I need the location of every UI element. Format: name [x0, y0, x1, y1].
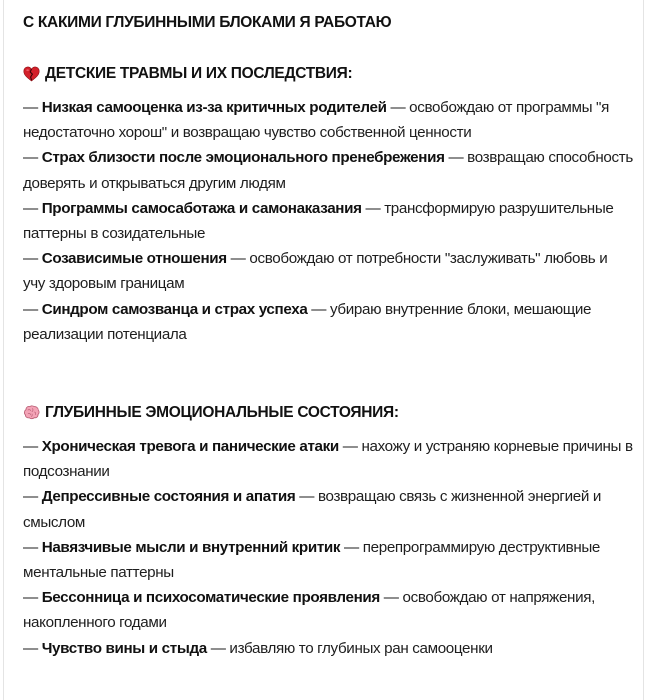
item-description: — трансформирую разрушительные паттерны в созидательные	[23, 199, 614, 243]
dash: —	[23, 538, 42, 556]
page-title: С КАКИМИ ГЛУБИННЫМИ БЛОКАМИ Я РАБОТАЮ	[23, 14, 392, 31]
section-heading	[23, 63, 633, 85]
dash: —	[23, 488, 42, 506]
item-description: — освобождаю от потребности "заслуживать" любовь и учу здоровым границам	[23, 250, 608, 293]
item-description: — возвращаю связь с жизненной энергией и смыслом	[23, 488, 601, 531]
item-title: Хроническая тревога и панические атаки	[41, 438, 339, 456]
dash: —	[23, 589, 42, 607]
item-description: — избавляю то глубиных ран самооценки	[206, 639, 493, 657]
item-title: Бессонница и психосоматические проявления	[41, 589, 380, 607]
item-title: Навязчивые мысли и внутренний критик	[41, 538, 341, 556]
item-description: — освобождаю от программы "я недостаточно хорош" и возвращаю чувство собственной ценности	[23, 99, 609, 142]
dash: —	[23, 300, 42, 318]
dash: —	[23, 639, 42, 657]
section-childhood-traumas	[23, 63, 633, 347]
item-description: — нахожу и устраняю корневые причины в подсознании	[23, 438, 633, 481]
item-title: Низкая самооценка из-за критичных родителей	[41, 99, 387, 116]
list-item	[23, 484, 633, 534]
broken-heart-icon	[23, 66, 40, 82]
item-title: Депрессивные состояния и апатия	[41, 488, 296, 506]
section-heading-text: ДЕТСКИЕ ТРАВМЫ И ИХ ПОСЛЕДСТВИЯ:	[45, 65, 353, 82]
list-item	[23, 535, 633, 585]
section-heading	[23, 402, 633, 424]
content-card	[3, 0, 644, 700]
item-description: — возвращаю способность доверять и открываться другим людям	[23, 149, 633, 192]
item-title: Синдром самозванца и страх успеха	[41, 300, 308, 318]
dash: —	[23, 149, 42, 167]
list-item	[23, 196, 633, 246]
item-title: Чувство вины и стыда	[41, 639, 207, 657]
section-emotional-states	[23, 402, 633, 661]
dash: —	[23, 99, 42, 116]
item-description: — перепрограммирую деструктивные ментальные паттерны	[23, 538, 601, 582]
document-content	[23, 12, 633, 661]
item-title: Программы самосаботажа и самонаказания	[41, 199, 362, 217]
item-list	[23, 434, 633, 661]
dash: —	[23, 250, 42, 268]
dash: —	[23, 199, 42, 217]
list-item	[23, 297, 633, 347]
item-description: — освобождаю от напряжения, накопленного годами	[23, 589, 595, 632]
list-item	[23, 434, 633, 484]
item-title: Созависимые отношения	[41, 250, 227, 268]
list-item	[23, 636, 633, 661]
brain-icon	[23, 405, 40, 421]
item-title: Страх близости после эмоционального пренебрежения	[41, 149, 445, 167]
list-item	[23, 246, 633, 296]
section-heading-text: ГЛУБИННЫЕ ЭМОЦИОНАЛЬНЫЕ СОСТОЯНИЯ:	[45, 404, 399, 422]
item-description: — убираю внутренние блоки, мешающие реализации потенциала	[23, 300, 592, 343]
list-item	[23, 145, 633, 195]
dash: —	[23, 438, 42, 456]
list-item	[23, 585, 633, 635]
list-item	[23, 95, 633, 145]
item-list	[23, 95, 633, 347]
